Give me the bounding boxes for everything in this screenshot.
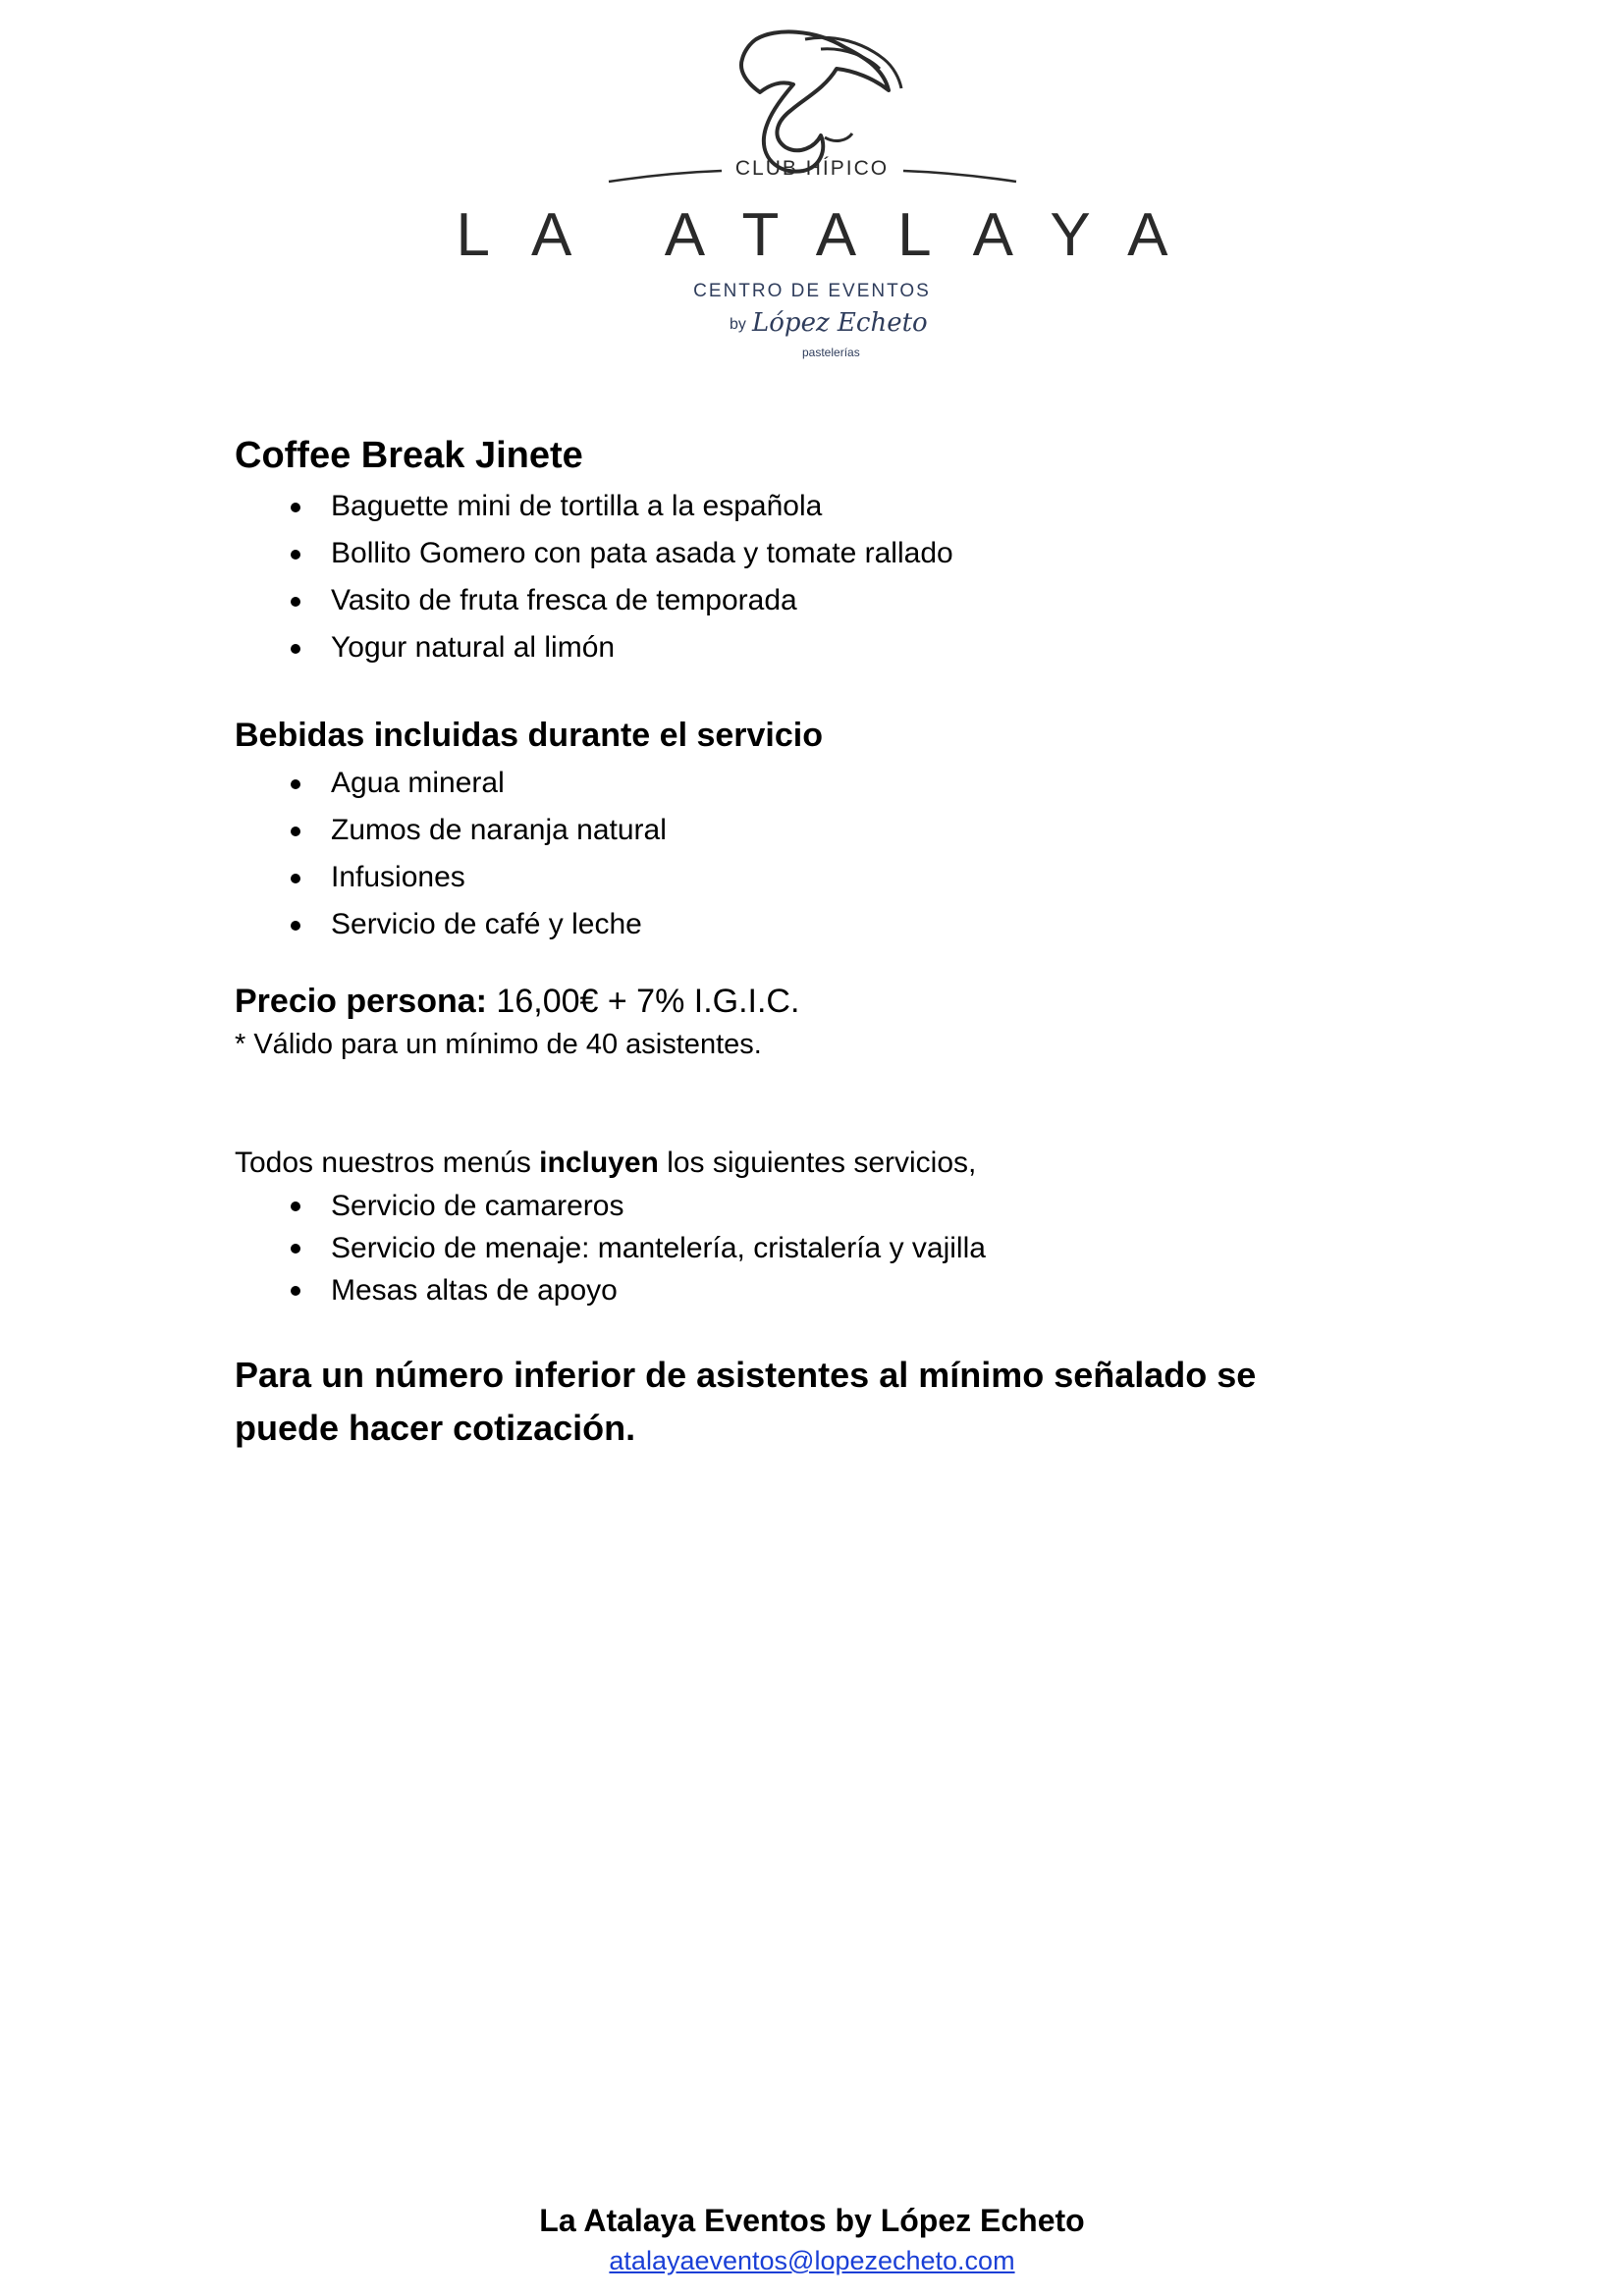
- drinks-list: [235, 760, 1413, 948]
- bullet-icon: [291, 550, 300, 560]
- food-list: [235, 483, 1413, 671]
- menu-content: [235, 428, 1413, 1455]
- bullet-icon: [291, 779, 300, 789]
- bullet-icon: [291, 503, 300, 512]
- logo-centro-text: CENTRO DE EVENTOS: [693, 281, 931, 301]
- minimum-note: * Válido para un mínimo de 40 asistentes.: [235, 1029, 762, 1060]
- list-item: Servicio de menaje: mantelería, cristalería y vajilla: [235, 1227, 1413, 1269]
- logo-club-text: CLUB HÍPICO: [734, 157, 890, 180]
- list-item: Agua mineral: [235, 760, 1413, 807]
- price-line: [235, 978, 1413, 1025]
- closing-note: Para un número inferior de asistentes al mínimo señalado se puede hacer cotización.: [235, 1355, 1257, 1448]
- bullet-icon: [291, 1244, 300, 1254]
- bullet-icon: [291, 597, 300, 607]
- list-item: Zumos de naranja natural: [235, 807, 1413, 854]
- logo-name-text: LA ATALAYA: [456, 201, 1210, 269]
- footer: [0, 2199, 1624, 2279]
- list-item: Yogur natural al limón: [235, 624, 1413, 671]
- footer-email-link[interactable]: atalayaeventos@lopezecheto.com: [609, 2246, 1015, 2275]
- services-intro: Todos nuestros menús incluyen los siguientes servicios,: [235, 1147, 977, 1179]
- logo: [0, 0, 1624, 373]
- bullet-icon: [291, 874, 300, 883]
- list-item: Servicio de camareros: [235, 1185, 1413, 1227]
- bullet-icon: [291, 921, 300, 931]
- list-item: Bollito Gomero con pata asada y tomate rallado: [235, 530, 1413, 577]
- footer-title: La Atalaya Eventos by López Echeto: [539, 2203, 1085, 2238]
- logo-pastelerias-text: pastelerías: [802, 346, 860, 359]
- bullet-icon: [291, 1201, 300, 1211]
- bullet-icon: [291, 827, 300, 836]
- drinks-heading: Bebidas incluidas durante el servicio: [235, 717, 823, 754]
- services-list: [235, 1185, 1413, 1311]
- list-item: Baguette mini de tortilla a la española: [235, 483, 1413, 530]
- list-item: Mesas altas de apoyo: [235, 1269, 1413, 1311]
- page-title: Coffee Break Jinete: [235, 435, 583, 476]
- logo-by-text: by: [730, 316, 746, 333]
- price-label: Precio persona:: [235, 983, 487, 1020]
- list-item: Infusiones: [235, 854, 1413, 901]
- price-value: 16,00€ + 7% I.G.I.C.: [486, 983, 800, 1020]
- list-item: Servicio de café y leche: [235, 901, 1413, 948]
- logo-signature: López Echeto: [752, 308, 928, 338]
- bullet-icon: [291, 1286, 300, 1296]
- bullet-icon: [291, 644, 300, 654]
- list-item: Vasito de fruta fresca de temporada: [235, 577, 1413, 624]
